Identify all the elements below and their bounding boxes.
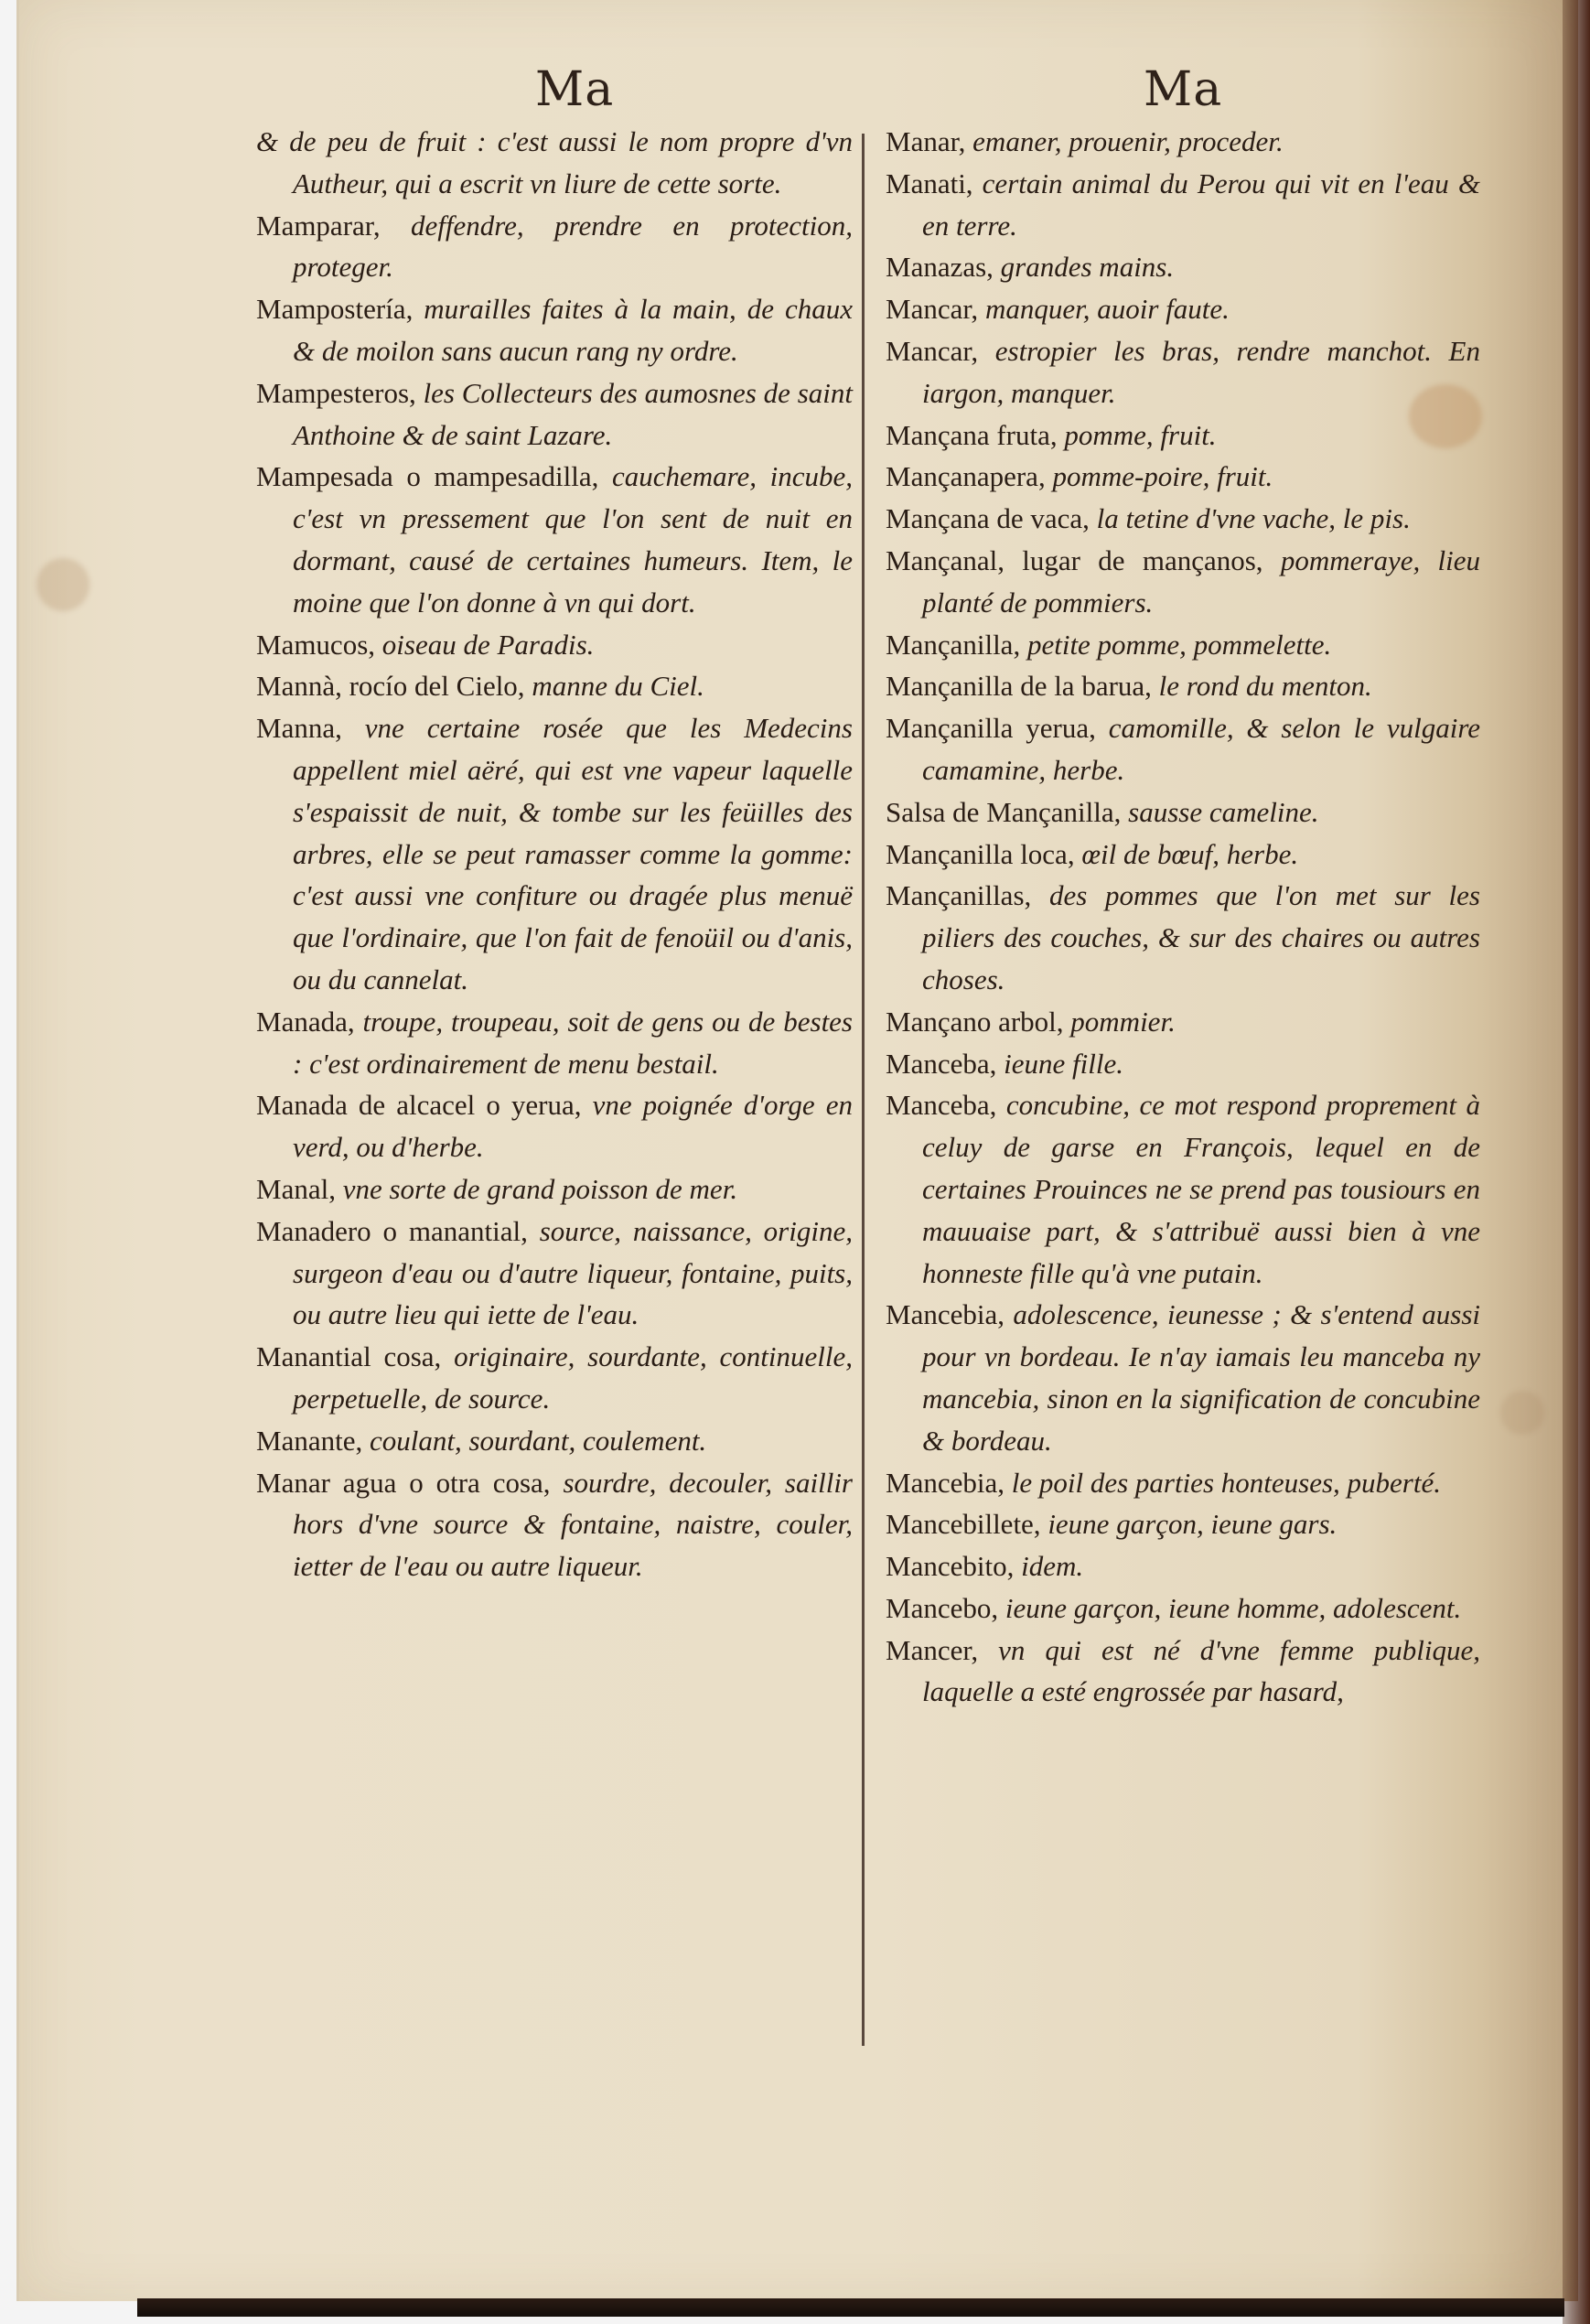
entry-definition: ieune fille. [1004, 1047, 1123, 1080]
entry-definition: pommier. [1070, 1005, 1176, 1038]
entry-headword: Mançana fruta, [886, 418, 1065, 451]
foxing-stain [1500, 1391, 1544, 1435]
dictionary-entry [886, 1587, 1480, 1630]
dictionary-entry [886, 875, 1480, 1000]
entry-headword: Mancebia, [886, 1466, 1012, 1499]
dictionary-entry [886, 121, 1480, 163]
entry-headword: Mançanilla de la barua, [886, 670, 1159, 703]
right-column [886, 121, 1480, 1713]
dictionary-entry [886, 707, 1480, 791]
entry-headword: Mançanilla, [886, 628, 1027, 661]
dictionary-entry [886, 1545, 1480, 1587]
dictionary-entry [886, 498, 1480, 540]
dictionary-entry [256, 372, 853, 457]
left-column [256, 121, 853, 1587]
entry-definition: emaner, prouenir, proceder. [972, 125, 1284, 157]
entry-definition: sourdre, decouler, saillir hors d'vne source & fontaine, naistre, couler, ietter de l'eau ou autre liqueur. [293, 1466, 854, 1583]
entry-headword: Mançano arbol, [886, 1005, 1071, 1038]
entry-definition: vne poignée d'orge en verd, ou d'herbe. [293, 1089, 854, 1164]
entry-headword: Mançanilla loca, [886, 837, 1082, 870]
entry-headword: Mampesteros, [256, 376, 424, 409]
entry-headword: Mampesada o mampesadilla, [256, 460, 612, 493]
entry-headword: Manal, [256, 1172, 343, 1205]
entry-headword: Manceba, [886, 1089, 1006, 1122]
entry-definition: ieune garçon, ieune gars. [1047, 1508, 1338, 1541]
entry-headword: Mannà, rocío del Cielo, [256, 670, 532, 703]
entry-definition: les Collecteurs des aumosnes de saint Anthoine & de saint Lazare. [293, 376, 853, 451]
entry-headword: Manar, [886, 125, 973, 157]
dictionary-entry [886, 1503, 1480, 1545]
dictionary-entry [886, 330, 1480, 414]
entry-definition: le rond du menton. [1158, 670, 1372, 703]
entry-definition: oiseau de Paradis. [381, 628, 595, 661]
entry-definition: pommeraye, lieu planté de pommiers. [922, 543, 1480, 619]
dictionary-entry [886, 1001, 1480, 1043]
entry-definition: grandes mains. [1000, 251, 1175, 284]
entry-definition: petite pomme, pommelette. [1026, 628, 1332, 661]
entry-headword: Mancebito, [886, 1550, 1022, 1583]
foxing-stain [37, 558, 90, 611]
dictionary-entry [886, 540, 1480, 624]
entry-definition: camomille, & selon le vulgaire camamine, herbe. [922, 712, 1480, 786]
entry-definition: ieune garçon, ieune homme, adolescent. [1004, 1591, 1462, 1624]
entry-definition: estropier les bras, rendre manchot. En iargon, manquer. [922, 334, 1480, 409]
entry-headword: Manar agua o otra cosa, [256, 1466, 564, 1499]
dictionary-entry [886, 665, 1480, 707]
dictionary-entry [256, 288, 853, 372]
column-divider [862, 134, 865, 2046]
dictionary-entry [886, 624, 1480, 666]
dictionary-entry [886, 791, 1480, 834]
entry-definition: & de peu de fruit : c'est aussi le nom propre d'vn Autheur, qui a escrit vn liure de cette sorte. [256, 125, 853, 199]
entry-headword: Mançanillas, [886, 879, 1049, 912]
entry-headword: Mancebillete, [886, 1508, 1048, 1541]
entry-headword: Manadero o manantial, [256, 1214, 540, 1247]
entry-headword: Mancar, [886, 293, 985, 326]
entry-definition: originaire, sourdante, continuelle, perpetuelle, de source. [293, 1340, 854, 1415]
entry-definition: le poil des parties honteuses, puberté. [1011, 1466, 1441, 1499]
dictionary-entry [886, 1294, 1480, 1461]
dictionary-entry [886, 1084, 1480, 1294]
entry-definition: pomme-poire, fruit. [1052, 460, 1273, 493]
entry-definition: manquer, auoir faute. [984, 293, 1230, 326]
dictionary-entry [256, 1168, 853, 1210]
entry-definition: troupe, troupeau, soit de gens ou de bestes : c'est ordinairement de menu bestail. [293, 1005, 854, 1080]
running-head-left: Ma [535, 62, 615, 117]
dictionary-entry [886, 414, 1480, 457]
entry-headword: Manati, [886, 167, 983, 199]
entry-headword: Mançanal, lugar de mançanos, [886, 543, 1281, 576]
entry-headword: Mamparar, [256, 209, 412, 242]
entry-definition: coulant, sourdant, coulement. [369, 1424, 707, 1457]
dictionary-entry [256, 205, 853, 289]
dictionary-entry [256, 1420, 853, 1462]
page-edge-shadow [137, 2298, 1564, 2317]
dictionary-entry [256, 665, 853, 707]
entry-headword: Mancebo, [886, 1591, 1005, 1624]
dictionary-entry [256, 707, 853, 1001]
entry-definition: vn qui est né d'vne femme publique, laquelle a esté engrossée par hasard, [922, 1633, 1480, 1708]
running-head-right: Ma [1144, 62, 1223, 117]
entry-headword: Salsa de Mançanilla, [886, 795, 1129, 828]
entry-headword: Mancar, [886, 334, 995, 367]
entry-definition: des pommes que l'on met sur les piliers des couches, & sur des chaires ou autres choses. [922, 879, 1480, 995]
entry-headword: Mançanilla yerua, [886, 712, 1109, 745]
dictionary-entry [886, 1462, 1480, 1504]
entry-headword: Mançanapera, [886, 460, 1053, 493]
dictionary-entry [886, 288, 1480, 330]
dictionary-entry [256, 1462, 853, 1587]
dictionary-entry [886, 1043, 1480, 1085]
entry-headword: Mancebia, [886, 1298, 1014, 1331]
entry-definition: la tetine d'vne vache, le pis. [1096, 502, 1411, 535]
entry-definition: certain animal du Perou qui vit en l'eau & en terre. [922, 167, 1480, 242]
entry-headword: Mançana de vaca, [886, 502, 1097, 535]
entry-definition: cauchemare, incube, c'est vn pressement que l'on sent de nuit en dormant, causé de certaines humeurs. Item, le moine que l'on donne à vn qui dort. [293, 460, 853, 619]
entry-definition: pomme, fruit. [1064, 418, 1217, 451]
entry-definition: vne certaine rosée que les Medecins appellent miel aëré, qui est vne vapeur laquelle s'espaissit de nuit, & tombe sur les feüilles des arbres, elle se peut ramasser comme la gomme: c'est aussi vne confiture ou dragée plus menuë que l'ordinaire, que l'on fait de fenoüil ou d'anis, ou du cannelat. [293, 712, 853, 995]
dictionary-entry [886, 834, 1480, 876]
entry-headword: Mancer, [886, 1633, 999, 1666]
entry-headword: Manada, [256, 1005, 363, 1038]
dictionary-entry [886, 1630, 1480, 1714]
entry-headword: Manceba, [886, 1047, 1004, 1080]
entry-definition: œil de bœuf, herbe. [1081, 837, 1299, 870]
entry-definition: concubine, ce mot respond proprement à celuy de garse en François, lequel en de certaines Prouinces ne se prend pas tousiours en mauuaise part, & s'attribuë aussi bien à vne honneste fille qu'à vne putain. [922, 1089, 1480, 1289]
entry-headword: Manantial cosa, [256, 1340, 455, 1373]
dictionary-entry [256, 456, 853, 623]
dictionary-entry [886, 456, 1480, 498]
entry-definition: sausse cameline. [1128, 795, 1319, 828]
dictionary-entry [256, 1001, 853, 1085]
binding-shadow [1563, 0, 1590, 2324]
entry-headword: Manna, [256, 712, 365, 745]
entry-headword: Mampostería, [256, 293, 424, 326]
entry-headword: Mamucos, [256, 628, 382, 661]
entry-definition: manne du Ciel. [532, 670, 704, 703]
dictionary-entry [256, 624, 853, 666]
dictionary-entry [256, 1336, 853, 1420]
entry-definition: adolescence, ieunesse ; & s'entend aussi pour vn bordeau. Ie n'ay iamais leu manceba ny mancebia, sinon en la signification de concubine & bordeau. [922, 1298, 1481, 1457]
entry-definition: source, naissance, origine, surgeon d'eau ou d'autre liqueur, fontaine, puits, ou autre lieu qui iette de l'eau. [293, 1214, 853, 1331]
entry-definition: deffendre, prendre en protection, proteger. [293, 209, 853, 284]
entry-definition: vne sorte de grand poisson de mer. [342, 1172, 738, 1205]
dictionary-entry [256, 1084, 853, 1168]
entry-headword: Manante, [256, 1424, 370, 1457]
dictionary-entry [256, 121, 853, 205]
entry-headword: Manazas, [886, 251, 1001, 284]
dictionary-entry [886, 246, 1480, 288]
entry-headword: Manada de alcacel o yerua, [256, 1089, 593, 1122]
dictionary-entry [256, 1210, 853, 1336]
entry-definition: idem. [1021, 1550, 1084, 1583]
dictionary-entry [886, 163, 1480, 247]
entry-definition: murailles faites à la main, de chaux & de moilon sans aucun rang ny ordre. [293, 293, 853, 367]
